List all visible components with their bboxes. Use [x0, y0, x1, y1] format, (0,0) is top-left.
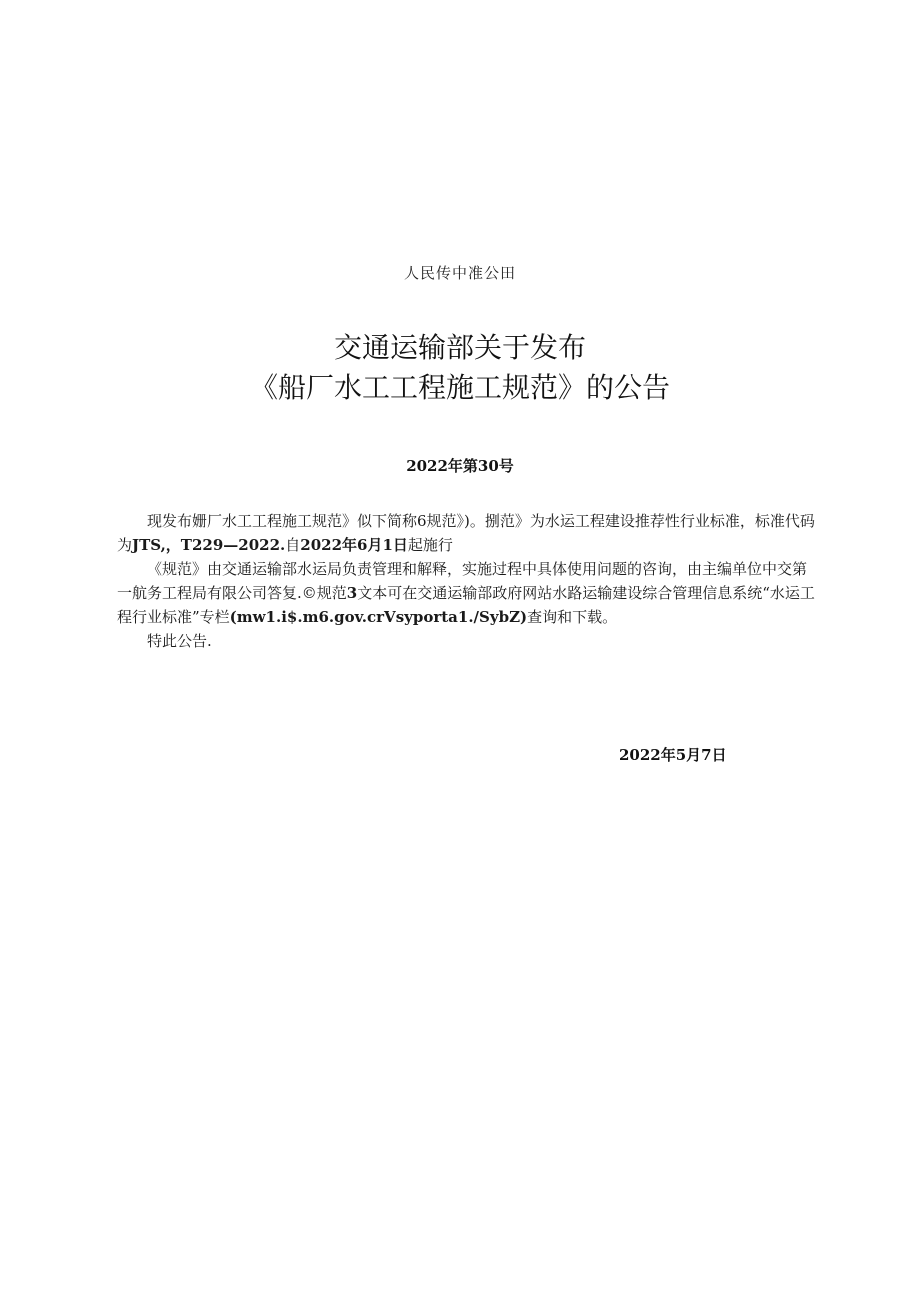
paragraph-1-text-b: 自: [285, 536, 301, 554]
document-number: 2022年第30号: [406, 457, 514, 475]
paragraph-1-text-a: 现发布姗厂水工工程施工规范》似下简称6规范》)。捌范》为水运工程建设推荐性行业标准，标准代码为: [117, 512, 815, 554]
paragraph-1: [117, 509, 817, 557]
paragraph-3: 特此公告.: [147, 632, 212, 650]
title-line-1: 交通运输部关于发布: [333, 331, 586, 364]
paragraph-2-text-b: 文本可在交通运输部政府网站水路运输建设综合管理信息系统“水运工程行业标准”专栏: [117, 584, 815, 626]
paragraph-2: [117, 557, 817, 629]
website-url: (mw1.i$.m6.gov.crVsyporta1./SybZ): [229, 608, 528, 626]
title-line-2: 《船厂水工工程施工规范》的公告: [249, 371, 670, 404]
header-text: 人民传中准公田: [403, 264, 516, 282]
paragraph-2-text-a: 《规范》由交通运输部水运局负责管理和解释，实施过程中具体使用问题的咨询，由主编单位中交第一航务工程局有限公司答复.©规范: [117, 560, 808, 602]
effective-date: 2022年6月1日: [300, 536, 408, 554]
paragraph-1-text-c: 起施行: [407, 536, 453, 554]
standard-code: JTS,，T229—2022.: [132, 536, 286, 554]
issue-date: 2022年5月7日: [619, 746, 727, 764]
page-title: [0, 328, 920, 408]
announcement-body: [117, 509, 817, 653]
paragraph-2-number: 3: [346, 584, 358, 602]
paragraph-2-text-c: 查询和下载。: [527, 608, 618, 626]
